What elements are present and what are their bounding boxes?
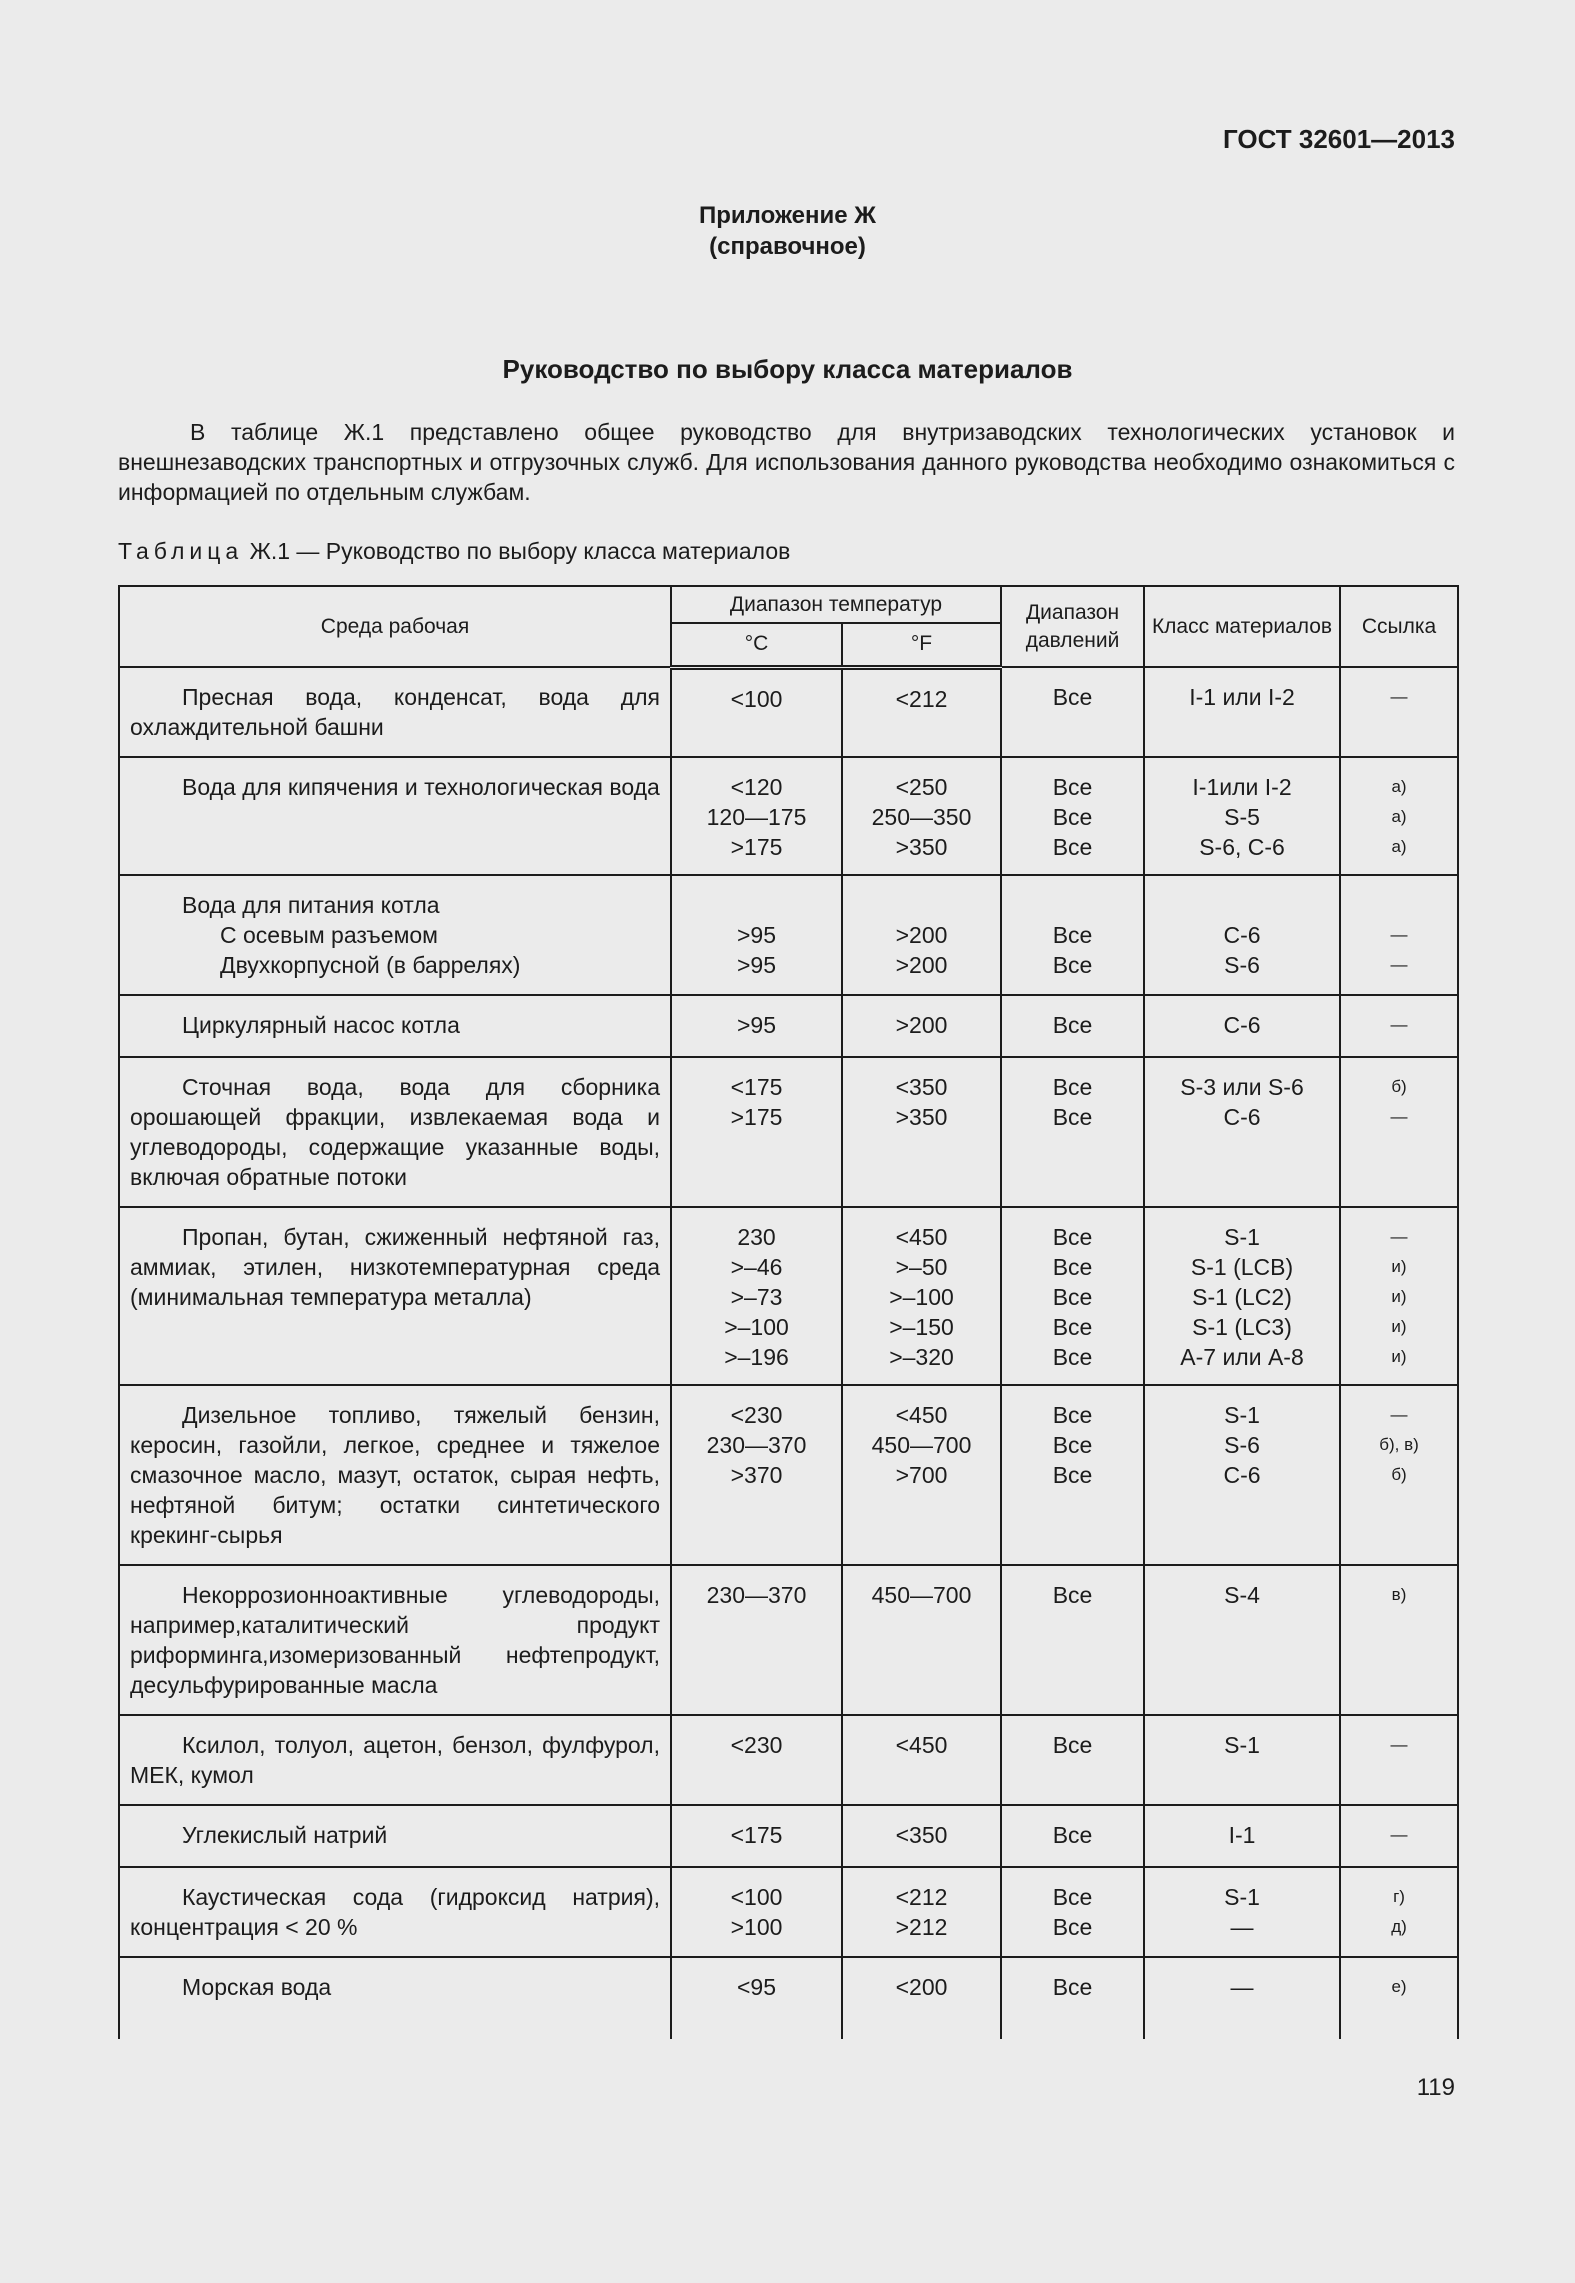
cell-reference-value: в) [1391, 1585, 1407, 1604]
cell-medium [119, 1565, 671, 1715]
header-celsius: °C [671, 623, 842, 667]
header-medium: Среда рабочая [119, 586, 671, 667]
cell-class [1144, 1805, 1340, 1867]
cell-class-value: C-6 [1223, 922, 1261, 948]
table-caption-text: Ж.1 — Руководство по выбору класса материалов [243, 538, 791, 564]
cell-celsius [671, 995, 842, 1057]
cell-pressure [1001, 1957, 1144, 2039]
cell-celsius-value: >95 [736, 1012, 776, 1038]
medium-text: Двухкорпусной (в баррелях) [220, 952, 521, 978]
cell-fahrenheit-value: >350 [895, 1104, 948, 1130]
medium-text: Циркулярный насос котла [182, 1012, 460, 1038]
cell-class [1144, 1057, 1340, 1207]
cell-class-value: S-1 [1224, 1224, 1260, 1250]
table-row [119, 995, 1458, 1057]
cell-fahrenheit-value: <450 [895, 1732, 948, 1758]
cell-celsius-value: >95 [736, 952, 776, 978]
cell-celsius-value: >175 [730, 1104, 783, 1130]
cell-reference [1340, 1565, 1458, 1715]
cell-fahrenheit-value: >350 [895, 834, 948, 860]
table-row [119, 667, 1458, 757]
cell-pressure-value: Все [1052, 834, 1093, 860]
cell-fahrenheit-value: >–320 [889, 1344, 954, 1370]
cell-fahrenheit [842, 1805, 1001, 1867]
cell-reference [1340, 875, 1458, 995]
table-row [119, 1565, 1458, 1715]
cell-pressure-value: Все [1052, 1884, 1093, 1910]
cell-celsius [671, 1957, 842, 2039]
cell-pressure-value: Все [1052, 1822, 1093, 1848]
table-row [119, 875, 1458, 995]
medium-text: Пропан, бутан, сжиженный нефтяной газ, аммиак, этилен, низкотемпературная среда (минимальная температура металла) [130, 1224, 660, 1310]
cell-reference-value: и) [1391, 1257, 1407, 1276]
cell-pressure-value: Все [1052, 1284, 1093, 1310]
cell-class-value: I-1 или I-2 [1189, 684, 1295, 710]
cell-class-value: S-4 [1224, 1582, 1260, 1608]
cell-celsius-value: 120—175 [706, 804, 807, 830]
cell-pressure-value: Все [1052, 1104, 1093, 1130]
table-row [119, 1207, 1458, 1385]
cell-pressure [1001, 1565, 1144, 1715]
appendix-subtitle: (справочное) [709, 233, 866, 260]
page-number: 119 [1416, 2074, 1455, 2101]
cell-medium [119, 875, 671, 995]
cell-fahrenheit-value: <212 [895, 1884, 948, 1910]
cell-pressure-value [1002, 890, 1143, 920]
cell-pressure [1001, 1385, 1144, 1565]
cell-celsius [671, 1565, 842, 1715]
cell-class-value: C-6 [1223, 1462, 1261, 1488]
cell-pressure-value: Все [1052, 1314, 1093, 1340]
table-row [119, 757, 1458, 875]
cell-pressure-value: Все [1052, 952, 1093, 978]
medium-text: Вода для питания котла [182, 892, 440, 918]
cell-celsius-value: 230 [737, 1224, 776, 1250]
cell-celsius [671, 1805, 842, 1867]
cell-celsius-value: >–196 [724, 1344, 789, 1370]
medium-text: Ксилол, толуол, ацетон, бензол, фулфурол, МЕК, кумол [130, 1732, 660, 1788]
cell-fahrenheit [842, 1565, 1001, 1715]
medium-text: Сточная вода, вода для сборника орошающей фракции, извлекаемая вода и углеводороды, содержащие указанные воды, включая обратные потоки [130, 1074, 660, 1190]
cell-pressure-value: Все [1052, 922, 1093, 948]
cell-reference [1340, 1715, 1458, 1805]
table-caption [118, 538, 790, 565]
cell-fahrenheit-value: <212 [895, 685, 948, 712]
cell-fahrenheit [842, 1867, 1001, 1957]
cell-reference-value: — [1390, 687, 1408, 706]
cell-fahrenheit-value: >200 [895, 952, 948, 978]
cell-celsius [671, 1867, 842, 1957]
cell-class-value: A-7 или A-8 [1180, 1344, 1304, 1370]
cell-class-value: S-3 или S-6 [1180, 1074, 1304, 1100]
cell-reference-value: д) [1391, 1917, 1407, 1936]
cell-celsius-value: <230 [730, 1732, 783, 1758]
cell-pressure [1001, 875, 1144, 995]
cell-fahrenheit [842, 1385, 1001, 1565]
cell-pressure [1001, 1207, 1144, 1385]
cell-reference-value: б), в) [1379, 1435, 1419, 1454]
cell-class [1144, 1715, 1340, 1805]
cell-pressure [1001, 667, 1144, 757]
cell-class [1144, 667, 1340, 757]
cell-class-value: S-1 [1224, 1884, 1260, 1910]
intro-paragraph: В таблице Ж.1 представлено общее руководство для внутризаводских технологических установок и внешнезаводских транспортных и отгрузочных служб. Для использования данного руководства необходимо ознакомиться с информацией по отдельным службам. [118, 419, 1455, 505]
cell-reference-value: — [1390, 1405, 1408, 1424]
cell-medium [119, 1957, 671, 2039]
cell-celsius-value: 230—370 [706, 1432, 807, 1458]
cell-reference-value: — [1390, 1227, 1408, 1246]
cell-pressure-value: Все [1052, 1344, 1093, 1370]
cell-pressure-value: Все [1052, 1582, 1093, 1608]
cell-reference [1340, 1957, 1458, 2039]
cell-medium [119, 1385, 671, 1565]
cell-class-value: S-6, C-6 [1199, 834, 1285, 860]
cell-fahrenheit-value: <450 [895, 1224, 948, 1250]
medium-text: Каустическая сода (гидроксид натрия), концентрация < 20 % [130, 1884, 660, 1940]
cell-celsius-value: >95 [736, 922, 776, 948]
table-row [119, 1385, 1458, 1565]
cell-medium [119, 995, 671, 1057]
cell-celsius-value: >–73 [730, 1284, 783, 1310]
cell-class-value: I-1или I-2 [1192, 774, 1292, 800]
cell-fahrenheit [842, 757, 1001, 875]
header-reference: Ссылка [1340, 586, 1458, 667]
cell-celsius-value: <175 [730, 1822, 783, 1848]
cell-class [1144, 995, 1340, 1057]
cell-class [1144, 1957, 1340, 2039]
cell-reference-value: — [1390, 955, 1408, 974]
cell-reference [1340, 1867, 1458, 1957]
medium-text: Вода для кипячения и технологическая вода [182, 774, 660, 800]
cell-reference-value: — [1390, 1825, 1408, 1844]
standard-number: ГОСТ 32601—2013 [1223, 124, 1455, 154]
cell-reference [1340, 667, 1458, 757]
medium-text: Дизельное топливо, тяжелый бензин, керосин, газойли, легкое, среднее и тяжелое смазочное масло, мазут, остаток, сырая нефть, нефтяной битум; остатки синтетического крекинг-сырья [130, 1402, 660, 1548]
cell-class-value: — [1230, 1974, 1254, 2000]
cell-fahrenheit-value: <350 [895, 1822, 948, 1848]
cell-class-value: S-6 [1224, 952, 1260, 978]
medium-text: Некоррозионноактивные углеводороды, например,каталитический продукт риформинга,изомеризованный нефтепродукт, десульфурированные масла [130, 1582, 660, 1698]
cell-celsius-value: <175 [730, 1074, 783, 1100]
cell-celsius [671, 1057, 842, 1207]
cell-celsius-value: <120 [730, 774, 783, 800]
cell-pressure-value: Все [1052, 1402, 1093, 1428]
medium-text: Пресная вода, конденсат, вода для охлаждительной башни [130, 684, 660, 740]
cell-pressure [1001, 1715, 1144, 1805]
cell-reference [1340, 1207, 1458, 1385]
cell-fahrenheit [842, 995, 1001, 1057]
cell-medium [119, 667, 671, 757]
cell-reference-value: а) [1391, 777, 1407, 796]
cell-class [1144, 1867, 1340, 1957]
cell-fahrenheit-value: >–100 [889, 1284, 954, 1310]
header-temp-range: Диапазон температур [671, 586, 1001, 623]
cell-celsius-value: <100 [730, 1884, 783, 1910]
cell-celsius [671, 757, 842, 875]
cell-fahrenheit-value: 450—700 [871, 1582, 972, 1608]
cell-reference [1340, 995, 1458, 1057]
cell-reference-value: — [1390, 1107, 1408, 1126]
cell-reference-value: — [1390, 925, 1408, 944]
cell-fahrenheit-value [843, 890, 1000, 920]
cell-celsius-value: <100 [730, 685, 783, 712]
cell-fahrenheit [842, 875, 1001, 995]
cell-class-value: S-6 [1224, 1432, 1260, 1458]
cell-pressure-value: Все [1052, 804, 1093, 830]
cell-celsius [671, 875, 842, 995]
cell-celsius-value: >–46 [730, 1254, 783, 1280]
cell-pressure-value: Все [1052, 1462, 1093, 1488]
cell-fahrenheit-value: >212 [895, 1914, 948, 1940]
cell-class-value: C-6 [1223, 1104, 1261, 1130]
cell-class-value: I-1 [1228, 1822, 1256, 1848]
cell-fahrenheit-value: >–50 [895, 1254, 948, 1280]
cell-reference-value: г) [1393, 1887, 1405, 1906]
cell-reference-value: е) [1391, 1977, 1407, 1996]
cell-fahrenheit [842, 1715, 1001, 1805]
cell-reference [1340, 757, 1458, 875]
cell-fahrenheit-value: 450—700 [871, 1432, 972, 1458]
cell-celsius-value: >370 [730, 1462, 783, 1488]
cell-fahrenheit-value: >200 [895, 922, 948, 948]
cell-pressure [1001, 757, 1144, 875]
cell-celsius-value: >175 [730, 834, 783, 860]
cell-pressure [1001, 1867, 1144, 1957]
cell-class [1144, 875, 1340, 995]
cell-reference-value: а) [1391, 807, 1407, 826]
cell-fahrenheit [842, 1057, 1001, 1207]
cell-celsius-value: >–100 [724, 1314, 789, 1340]
cell-reference-value: б) [1391, 1077, 1407, 1096]
cell-reference [1340, 1385, 1458, 1565]
cell-reference-value: — [1390, 1735, 1408, 1754]
cell-fahrenheit-value: <200 [895, 1974, 948, 2000]
cell-class-value: S-1 (LCB) [1190, 1254, 1294, 1280]
cell-medium [119, 757, 671, 875]
cell-reference-value: — [1390, 1015, 1408, 1034]
cell-class-value: C-6 [1223, 1012, 1261, 1038]
cell-fahrenheit [842, 1207, 1001, 1385]
cell-celsius-value: <230 [730, 1402, 783, 1428]
cell-class-value: S-5 [1224, 804, 1260, 830]
cell-celsius-value [672, 890, 841, 920]
cell-class-value [1145, 890, 1339, 920]
cell-class [1144, 1207, 1340, 1385]
cell-pressure-value: Все [1052, 1732, 1093, 1758]
cell-pressure [1001, 1057, 1144, 1207]
cell-medium [119, 1207, 671, 1385]
cell-class [1144, 757, 1340, 875]
cell-fahrenheit-value: <250 [895, 774, 948, 800]
table-caption-prefix: Таблица [118, 538, 244, 564]
cell-pressure-value: Все [1052, 774, 1093, 800]
cell-pressure-value: Все [1052, 1224, 1093, 1250]
cell-celsius [671, 1385, 842, 1565]
cell-class [1144, 1565, 1340, 1715]
cell-pressure-value: Все [1052, 684, 1093, 710]
cell-pressure-value: Все [1052, 1074, 1093, 1100]
cell-fahrenheit [842, 1957, 1001, 2039]
table-row [119, 1867, 1458, 1957]
appendix-heading [0, 200, 1575, 262]
cell-class-value: — [1230, 1914, 1254, 1940]
cell-pressure-value: Все [1052, 1974, 1093, 2000]
cell-fahrenheit-value: >700 [895, 1462, 948, 1488]
cell-reference-value: б) [1391, 1465, 1407, 1484]
cell-medium [119, 1867, 671, 1957]
cell-celsius [671, 1207, 842, 1385]
cell-pressure-value: Все [1052, 1012, 1093, 1038]
appendix-title: Приложение Ж [699, 202, 876, 229]
table-row [119, 1715, 1458, 1805]
cell-fahrenheit [842, 667, 1001, 757]
cell-fahrenheit-value: <350 [895, 1074, 948, 1100]
cell-reference-value [1341, 890, 1457, 920]
cell-celsius-value: 230—370 [706, 1582, 807, 1608]
table-row [119, 1957, 1458, 2039]
medium-text: Морская вода [182, 1974, 332, 2000]
cell-reference-value: и) [1391, 1347, 1407, 1366]
cell-class-value: S-1 (LC2) [1192, 1284, 1292, 1310]
cell-fahrenheit-value: 250—350 [871, 804, 972, 830]
cell-fahrenheit-value: >200 [895, 1012, 948, 1038]
cell-pressure-value: Все [1052, 1914, 1093, 1940]
cell-fahrenheit-value: >–150 [889, 1314, 954, 1340]
cell-celsius-value: <95 [736, 1974, 776, 2000]
cell-class-value: S-1 (LC3) [1192, 1314, 1292, 1340]
cell-reference-value: и) [1391, 1287, 1407, 1306]
cell-fahrenheit-value: <450 [895, 1402, 948, 1428]
cell-reference-value: и) [1391, 1317, 1407, 1336]
cell-class-value: S-1 [1224, 1402, 1260, 1428]
cell-pressure-value: Все [1052, 1254, 1093, 1280]
header-class: Класс материалов [1144, 586, 1340, 667]
cell-pressure [1001, 995, 1144, 1057]
cell-medium [119, 1715, 671, 1805]
cell-pressure [1001, 1805, 1144, 1867]
header-fahrenheit: °F [842, 623, 1001, 667]
cell-pressure-value: Все [1052, 1432, 1093, 1458]
cell-celsius-value: >100 [730, 1914, 783, 1940]
cell-class [1144, 1385, 1340, 1565]
cell-class-value: S-1 [1224, 1732, 1260, 1758]
header-pressure: Диапазон давлений [1001, 586, 1144, 667]
cell-reference [1340, 1057, 1458, 1207]
table-row [119, 1805, 1458, 1867]
medium-text: Углекислый натрий [182, 1822, 388, 1848]
section-title: Руководство по выбору класса материалов [502, 354, 1073, 384]
cell-celsius [671, 667, 842, 757]
medium-text: С осевым разъемом [220, 922, 438, 948]
table-row [119, 1057, 1458, 1207]
cell-celsius [671, 1715, 842, 1805]
cell-medium [119, 1805, 671, 1867]
materials-table [118, 585, 1459, 2039]
cell-reference [1340, 1805, 1458, 1867]
cell-reference-value: а) [1391, 837, 1407, 856]
cell-medium [119, 1057, 671, 1207]
